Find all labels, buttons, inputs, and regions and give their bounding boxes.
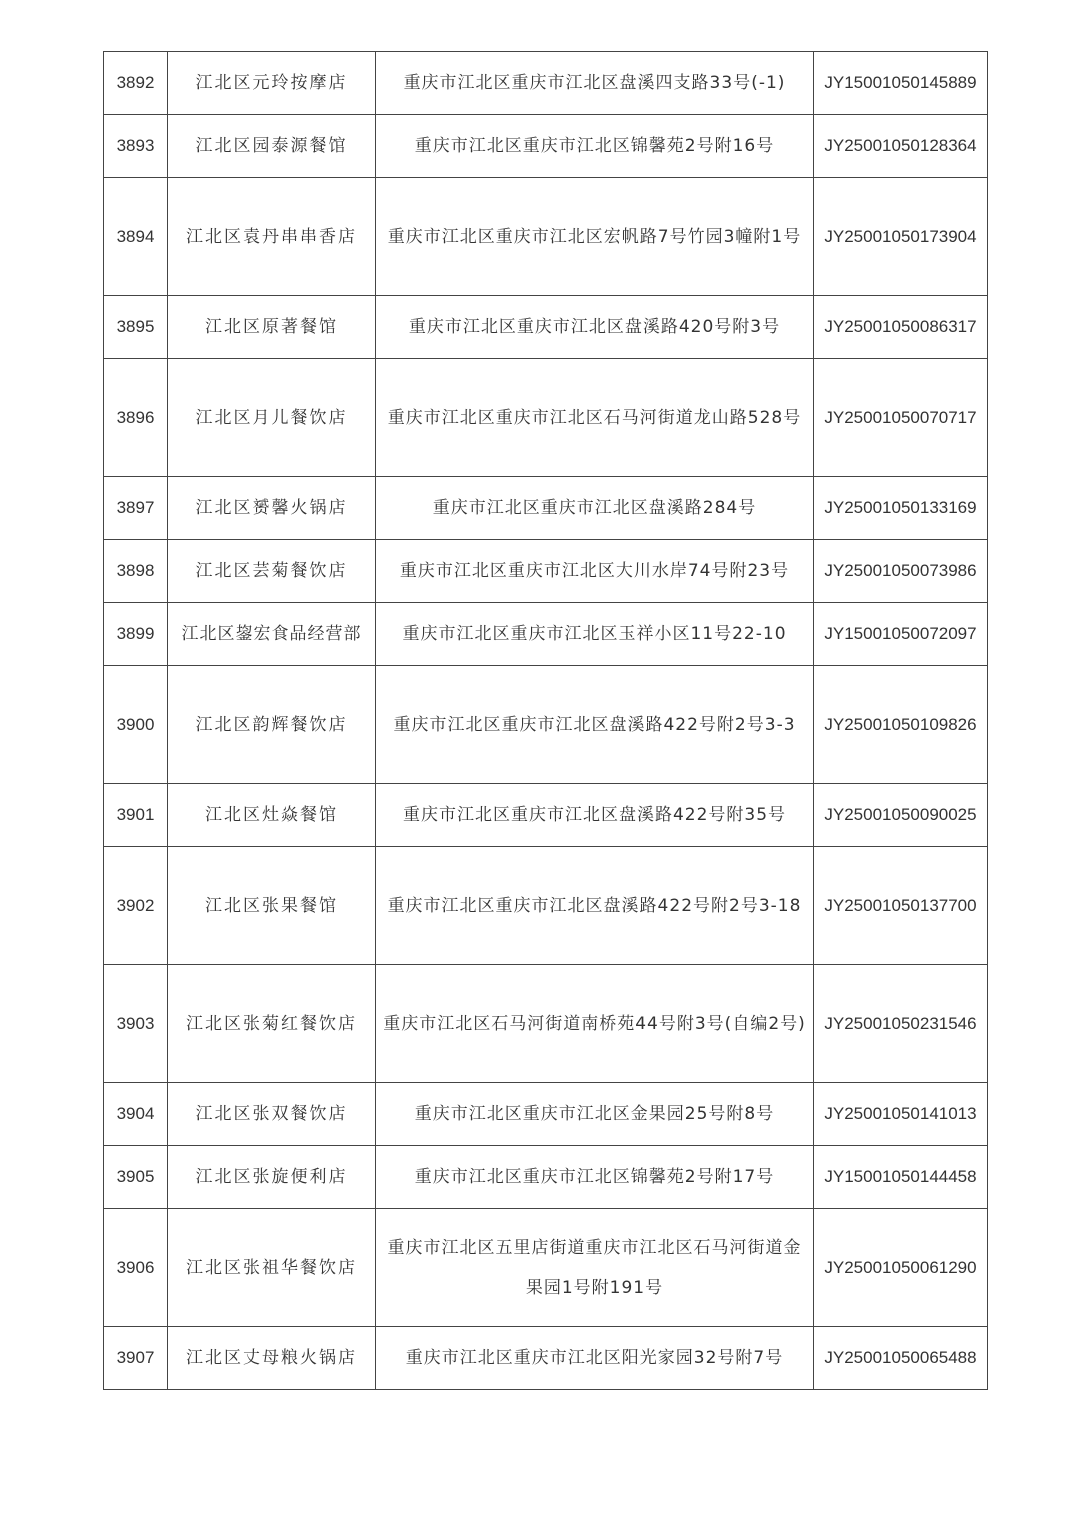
business-license-table [103, 51, 988, 1390]
table-row [104, 178, 988, 296]
business-name: 江北区芸菊餐饮店 [168, 540, 376, 603]
row-number: 3904 [104, 1083, 168, 1146]
row-number: 3901 [104, 784, 168, 847]
business-name: 江北区园泰源餐馆 [168, 115, 376, 178]
business-address: 重庆市江北区重庆市江北区锦馨苑2号附16号 [376, 115, 814, 178]
business-name: 江北区张双餐饮店 [168, 1083, 376, 1146]
table-row [104, 359, 988, 477]
table-row [104, 847, 988, 965]
row-number: 3892 [104, 52, 168, 115]
business-address: 重庆市江北区重庆市江北区阳光家园32号附7号 [376, 1327, 814, 1390]
table-row [104, 1209, 988, 1327]
table-row [104, 540, 988, 603]
table-row [104, 965, 988, 1083]
business-address: 重庆市江北区五里店街道重庆市江北区石马河街道金果园1号附191号 [376, 1209, 814, 1327]
business-name: 江北区灶焱餐馆 [168, 784, 376, 847]
table-row [104, 1327, 988, 1390]
table-row [104, 1146, 988, 1209]
row-number: 3907 [104, 1327, 168, 1390]
table-row [104, 784, 988, 847]
table-row [104, 1083, 988, 1146]
business-name: 江北区元玲按摩店 [168, 52, 376, 115]
business-name: 江北区鋆宏食品经营部 [168, 603, 376, 666]
business-name: 江北区张菊红餐饮店 [168, 965, 376, 1083]
row-number: 3897 [104, 477, 168, 540]
table-row [104, 477, 988, 540]
business-address: 重庆市江北区重庆市江北区宏帆路7号竹园3幢附1号 [376, 178, 814, 296]
table-row [104, 603, 988, 666]
business-address: 重庆市江北区重庆市江北区盘溪路422号附2号3-3 [376, 666, 814, 784]
business-address: 重庆市江北区重庆市江北区盘溪四支路33号(-1) [376, 52, 814, 115]
license-number: JY25001050061290 [814, 1209, 988, 1327]
row-number: 3903 [104, 965, 168, 1083]
license-number: JY25001050090025 [814, 784, 988, 847]
business-name: 江北区张果餐馆 [168, 847, 376, 965]
row-number: 3898 [104, 540, 168, 603]
license-number: JY25001050065488 [814, 1327, 988, 1390]
business-address: 重庆市江北区重庆市江北区大川水岸74号附23号 [376, 540, 814, 603]
business-address: 重庆市江北区重庆市江北区盘溪路422号附2号3-18 [376, 847, 814, 965]
business-name: 江北区张旋便利店 [168, 1146, 376, 1209]
business-address: 重庆市江北区重庆市江北区石马河街道龙山路528号 [376, 359, 814, 477]
license-number: JY25001050137700 [814, 847, 988, 965]
business-name: 江北区袁丹串串香店 [168, 178, 376, 296]
business-address: 重庆市江北区重庆市江北区盘溪路420号附3号 [376, 296, 814, 359]
license-number: JY25001050231546 [814, 965, 988, 1083]
business-address: 重庆市江北区重庆市江北区锦馨苑2号附17号 [376, 1146, 814, 1209]
business-address: 重庆市江北区石马河街道南桥苑44号附3号(自编2号) [376, 965, 814, 1083]
business-address: 重庆市江北区重庆市江北区玉祥小区11号22-10 [376, 603, 814, 666]
business-name: 江北区赟馨火锅店 [168, 477, 376, 540]
license-number: JY15001050145889 [814, 52, 988, 115]
row-number: 3893 [104, 115, 168, 178]
license-number: JY25001050141013 [814, 1083, 988, 1146]
row-number: 3899 [104, 603, 168, 666]
business-address: 重庆市江北区重庆市江北区金果园25号附8号 [376, 1083, 814, 1146]
table-row [104, 115, 988, 178]
license-number: JY25001050070717 [814, 359, 988, 477]
row-number: 3894 [104, 178, 168, 296]
row-number: 3895 [104, 296, 168, 359]
license-number: JY15001050072097 [814, 603, 988, 666]
table-row [104, 52, 988, 115]
business-address: 重庆市江北区重庆市江北区盘溪路422号附35号 [376, 784, 814, 847]
business-name: 江北区韵辉餐饮店 [168, 666, 376, 784]
license-number: JY25001050109826 [814, 666, 988, 784]
row-number: 3900 [104, 666, 168, 784]
business-name: 江北区原著餐馆 [168, 296, 376, 359]
license-number: JY15001050144458 [814, 1146, 988, 1209]
row-number: 3906 [104, 1209, 168, 1327]
license-number: JY25001050073986 [814, 540, 988, 603]
license-number: JY25001050133169 [814, 477, 988, 540]
row-number: 3902 [104, 847, 168, 965]
business-name: 江北区张祖华餐饮店 [168, 1209, 376, 1327]
business-address: 重庆市江北区重庆市江北区盘溪路284号 [376, 477, 814, 540]
business-name: 江北区丈母粮火锅店 [168, 1327, 376, 1390]
table-row [104, 296, 988, 359]
row-number: 3896 [104, 359, 168, 477]
row-number: 3905 [104, 1146, 168, 1209]
license-number: JY25001050128364 [814, 115, 988, 178]
business-name: 江北区月儿餐饮店 [168, 359, 376, 477]
license-number: JY25001050086317 [814, 296, 988, 359]
license-number: JY25001050173904 [814, 178, 988, 296]
table-row [104, 666, 988, 784]
